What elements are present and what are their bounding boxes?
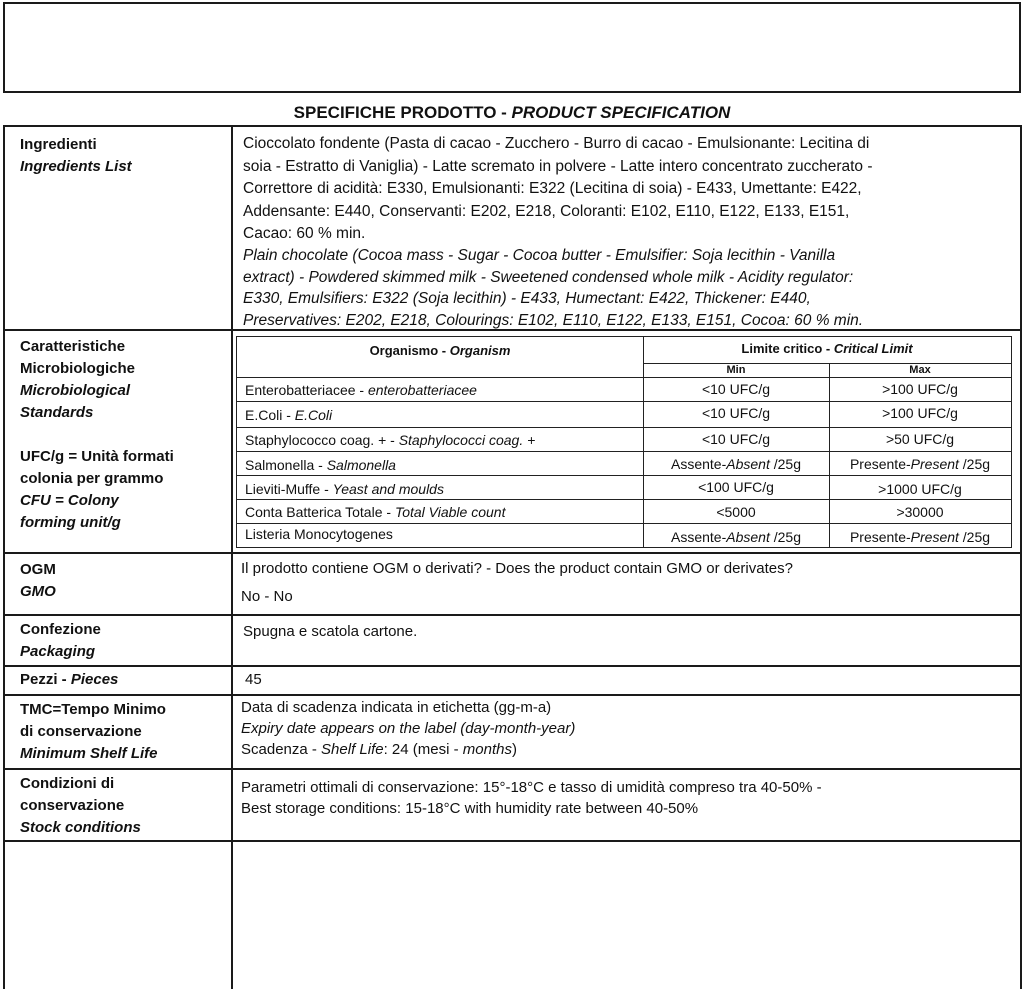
min-header: Min (726, 364, 746, 376)
table-row-min: <10 UFC/g (701, 381, 771, 397)
table-row-organism: Salmonella - Salmonella (245, 457, 396, 473)
header-box (3, 2, 1021, 93)
pieces-label: Pezzi - Pieces (20, 671, 119, 688)
ingredients-it: Cioccolato fondente (Pasta di cacao - Zucchero - Burro di cacao - Emulsionante: Lecitina di soia - Estratto di Vaniglia) - Latte scremato in polvere - Latte intero concentrato zuccherato - Correttore di acidità: E330, Emulsionanti: E322 (Lecitina di soia) - E433, Umettante: E422, Addensante: E440, Conservanti: E202, E218, Coloranti: E102, E110, E122, E133, E151, Cacao: 60 % min. (243, 135, 873, 242)
ingredients-label: Ingredienti Ingredients List (20, 136, 132, 175)
microbiological-table (236, 336, 1012, 548)
row-divider (3, 694, 1022, 696)
table-row-min: Assente-Absent /25g (671, 529, 801, 545)
table-left-border (3, 125, 5, 989)
pieces-value: 45 (245, 671, 262, 688)
row-divider (3, 614, 1022, 616)
table-row-max: >30000 (896, 504, 944, 520)
page-title: SPECIFICHE PRODOTTO - PRODUCT SPECIFICATION (293, 103, 731, 122)
table-row-organism: E.Coli - E.Coli (245, 407, 333, 423)
table-row-max: >100 UFC/g (882, 381, 958, 397)
table-row-max: Presente-Present /25g (849, 456, 991, 472)
table-row-organism: Listeria Monocytogenes (245, 526, 393, 542)
table-row-min: <5000 (716, 504, 756, 520)
table-top-border (3, 125, 1022, 127)
table-row-organism: Conta Batterica Totale - Total Viable count (245, 504, 506, 520)
row-divider (3, 768, 1022, 770)
shelf-life-text: Data di scadenza indicata in etichetta (gg-m-a) Expiry date appears on the label (day-month-year) Scadenza - Shelf Life: 24 (mesi - months) (241, 699, 576, 758)
table-row-max: >100 UFC/g (882, 405, 958, 421)
table-row-max: >1000 UFC/g (878, 481, 962, 497)
micro-label: Caratteristiche Microbiologiche Microbiological Standards UFC/g = Unità formati colonia per grammo CFU = Colony forming unit/g (20, 338, 174, 531)
table-row-min: <10 UFC/g (701, 405, 771, 421)
table-row-min: <10 UFC/g (701, 431, 771, 447)
table-column-divider (231, 125, 233, 989)
packaging-value: Spugna e scatola cartone. (243, 623, 418, 640)
ingredients-en: Plain chocolate (Cocoa mass - Sugar - Cocoa butter - Emulsifier: Soja lecithin - Vanilla extract) - Powdered skimmed milk - Sweetened condensed whole milk - Acidity regulator: E330, Emulsifiers: E322 (Soja lecithin) - E433, Humectant: E422, Thickener: E440, Preservatives: E202, E218, Colourings: E102, E110, E122, E133, E151, Cocoa: 60 % min. (243, 247, 864, 329)
shelf-life-label: TMC=Tempo Minimo di conservazione Minimum Shelf Life (20, 701, 166, 762)
table-row-max: >50 UFC/g (885, 431, 955, 447)
table-row-organism: Staphylococco coag. + - Staphylococci coag. + (245, 432, 536, 448)
row-divider (3, 840, 1022, 842)
table-row-organism: Enterobatteriacee - enterobatteriacee (245, 382, 477, 398)
table-row-organism: Lieviti-Muffe - Yeast and moulds (245, 481, 444, 497)
table-row-min: Assente-Absent /25g (671, 456, 801, 472)
row-divider (3, 665, 1022, 667)
table-row-min: <100 UFC/g (698, 479, 774, 495)
storage-label: Condizioni di conservazione Stock conditions (20, 775, 141, 836)
packaging-label: Confezione Packaging (20, 621, 101, 660)
table-row-max: Presente-Present /25g (849, 529, 991, 545)
critical-limit-header: Limite critico - Critical Limit (741, 341, 913, 356)
table-right-border (1020, 125, 1022, 989)
gmo-answer: No - No (241, 588, 293, 605)
gmo-label: OGM GMO (20, 561, 56, 600)
organism-header: Organismo - Organism (369, 343, 511, 358)
gmo-question: Il prodotto contiene OGM o derivati? - Does the product contain GMO or derivates? (241, 560, 793, 577)
max-header: Max (909, 364, 931, 376)
row-divider (3, 552, 1022, 554)
storage-text: Parametri ottimali di conservazione: 15°-18°C e tasso di umidità compreso tra 40-50% - Best storage conditions: 15-18°C with humidity rate between 40-50% (241, 779, 822, 817)
